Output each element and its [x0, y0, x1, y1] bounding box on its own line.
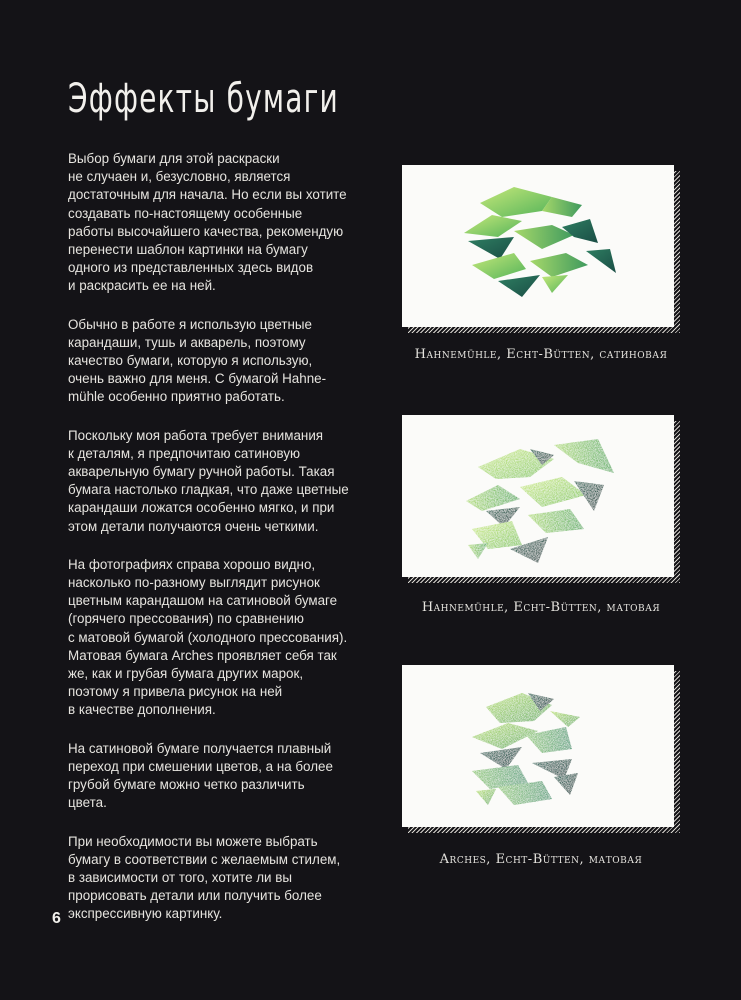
page-title: Эффекты бумаги [68, 76, 339, 122]
leaf-drawing-matte [402, 415, 674, 577]
leaf-shape [468, 543, 488, 559]
leaf-shape [554, 773, 578, 795]
leaf-drawing-satin [402, 165, 674, 327]
leaf-shape [476, 789, 496, 805]
leaf-shape [542, 275, 568, 293]
leaf-shape [466, 485, 520, 511]
page-number: 6 [52, 910, 61, 927]
body-text-column [68, 150, 368, 944]
paper-sample-photo-matte [402, 415, 674, 577]
paragraph-6: При необходимости вы можете выбрать бумагу в соответствии с желаемым стилем, в зависимости от того, хотите ли вы прорисовать детали или получить более экспрессивную картинку. [68, 833, 341, 922]
leaf-shape [530, 253, 588, 277]
paper-sample-photo-arches [402, 665, 674, 827]
leaf-shape [586, 249, 616, 273]
caption-arches: Arches, Echt-Bütten, матовая [439, 852, 643, 867]
caption-satin: Hahnemühle, Echt-Bütten, сатиновая [414, 347, 668, 362]
leaf-group [464, 187, 616, 297]
leaf-shape [562, 219, 598, 243]
leaf-shape [528, 509, 584, 533]
leaf-group [466, 439, 614, 563]
leaf-drawing-arches [402, 665, 674, 827]
leaf-shape [554, 439, 614, 473]
leaf-shape [498, 275, 540, 297]
paragraph-3: Поскольку моя работа требует внимания к деталям, я предпочитаю сатиновую акварельную бумагу ручной работы. Такая бумага настолько гладкая, что даже цветные карандаши ложатся особенно мягко, и при этом детали получаются очень четкими. [68, 427, 349, 534]
paragraph-4: На фотографиях справа хорошо видно, насколько по-разному выглядит рисунок цветным карандашом на сатиновой бумаге (горячего прессования) по сравнению с матовой бумагой (холодного прессования). Матовая бумага Arches проявляет себя так же, как и грубая бумага других марок, поэтому я привела рисунок на ней в качестве дополнения. [68, 556, 348, 718]
leaf-shape [550, 711, 580, 727]
leaf-shape [480, 187, 552, 217]
leaf-shape [464, 215, 522, 237]
paragraph-2: Обычно в работе я использую цветные карандаши, тушь и акварель, поэтому качество бумаги, которую я использую, очень важно для меня. С бумагой Hahne- mühle особенно приятно работать. [68, 316, 327, 405]
caption-matte: Hahnemühle, Echt-Bütten, матовая [421, 600, 661, 615]
paper-sample-photo-satin [402, 165, 674, 327]
paragraph-5: На сатиновой бумаге получается плавный переход при смешении цветов, а на более грубой бумаге можно четко различить цвета. [68, 740, 333, 811]
paragraph-1: Выбор бумаги для этой раскраски не случаен и, безусловно, является достаточным для начала. Но если вы хотите создавать по-настоящему особенные работы высочайшего качества, рекомендую перенести шаблон картинки на бумагу одного из представленных здесь видов и раскрасить ее на ней. [68, 151, 347, 294]
leaf-group [472, 693, 580, 805]
